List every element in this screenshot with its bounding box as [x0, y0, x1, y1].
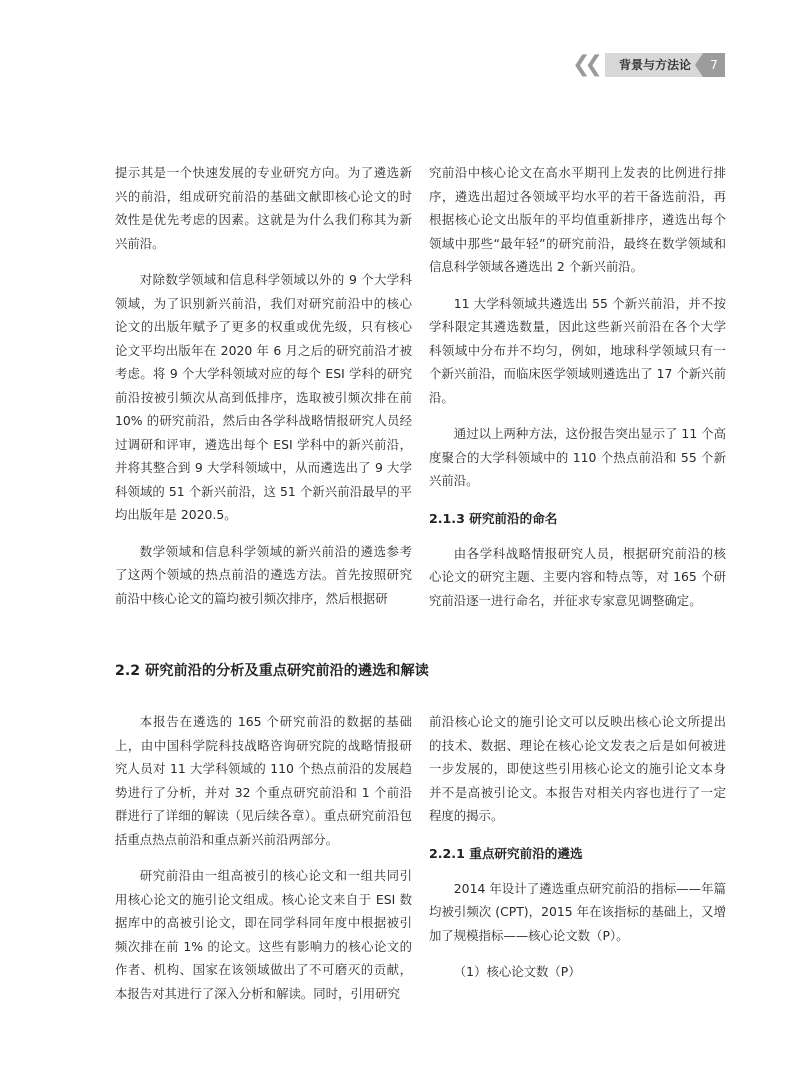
bottom-left-column [115, 710, 412, 1005]
running-header [572, 53, 725, 77]
top-right-column [429, 161, 726, 612]
paragraph: 2014 年设计了遴选重点研究前沿的指标——年篇均被引频次 (CPT)，2015 年在该指标的基础上，又增加了规模指标——核心论文数（P）。 [429, 880, 726, 943]
paragraph: 前沿核心论文的施引论文可以反映出核心论文所提出的技术、数据、理论在核心论文发表之后是如何被进一步发展的，即使这些引用核心论文的施引论文本身并不是高被引论文。本报告对相关内容也进行了一定程度的揭示。 [429, 714, 726, 823]
double-chevron-left-icon: ❮❮ [572, 52, 597, 77]
paragraph: 本报告在遴选的 165 个研究前沿的数据的基础上，由中国科学院科技战略咨询研究院的战略情报研究人员对 11 大学科领域的 110 个热点前沿的发展趋势进行了分析，并对 32 个重点研究前沿和 1 个前沿群进行了详细的解读（见后续各章）。重点研究前沿包括重点热点前沿和重点新兴前沿两部分。 [115, 714, 412, 847]
paragraph: 11 大学科领域共遴选出 55 个新兴前沿，并不按学科限定其遴选数量，因此这些新兴前沿在各个大学科领域中分布并不均匀，例如，地球科学领域只有一个新兴前沿，而临床医学领域则遴选出了 17 个新兴前沿。 [429, 295, 726, 405]
bottom-right-column [429, 710, 726, 984]
paragraph: 对除数学领域和信息科学领域以外的 9 个大学科领域，为了识别新兴前沿，我们对研究前沿中的核心论文的出版年赋予了更多的权重或优先级，只有核心论文平均出版年在 2020 年 6 月之后的研究前沿才被考虑。将 9 个大学科领域对应的每个 ESI 学科的研究前沿按被引频次从高到低排序，选取被引频次排在前 10% 的研究前沿，然后由各学科战略情报研究人员经过调研和评审，遴选出每个 ESI 学科中的新兴前沿，并将其整合到 9 大学科领域中，从而遴选出了 9 大学科领域的 51 个新兴前沿，这 51 个新兴前沿最早的平均出版年是 2020.5。 [115, 272, 412, 522]
paragraph: 数学领域和信息科学领域的新兴前沿的遴选参考了这两个领域的热点前沿的遴选方法。首先按照研究前沿中核心论文的篇均被引频次排序，然后根据研 [115, 543, 412, 606]
paragraph: 通过以上两种方法，这份报告突出显示了 11 个高度聚合的大学科领域中的 110 个热点前沿和 55 个新兴前沿。 [429, 426, 726, 488]
paragraph: 究前沿中核心论文在高水平期刊上发表的比例进行排序，遴选出超过各领域平均水平的若干备选前沿，再根据核心论文出版年的平均值重新排序，遴选出每个领域中那些“最年轻”的研究前沿，最终在数学领域和信息科学领域各遴选出 2 个新兴前沿。 [429, 165, 726, 274]
subsection-heading: 2.2.1 重点研究前沿的遴选 [429, 845, 583, 861]
page-number: 7 [703, 53, 725, 77]
paragraph: 研究前沿由一组高被引的核心论文和一组共同引用核心论文的施引论文组成。核心论文来自于 ESI 数据库中的高被引论文，即在同学科同年度中根据被引频次排在前 1% 的论文。这些有影响力的核心论文的作者、机构、国家在该领域做出了不可磨灭的贡献，本报告对其进行了深入分析和解读。同时，引用研究 [115, 868, 412, 1001]
subsection-heading: 2.1.3 研究前沿的命名 [429, 510, 558, 526]
section-heading: 2.2 研究前沿的分析及重点研究前沿的遴选和解读 [115, 663, 429, 679]
running-header-section: 背景与方法论 [605, 53, 703, 77]
paragraph: 提示其是一个快速发展的专业研究方向。为了遴选新兴的前沿，组成研究前沿的基础文献即核心论文的时效性是优先考虑的因素。这就是为什么我们称其为新兴前沿。 [115, 165, 412, 251]
list-item: （1）核心论文数（P） [453, 964, 581, 979]
top-left-column [115, 161, 412, 610]
paragraph: 由各学科战略情报研究人员，根据研究前沿的核心论文的研究主题、主要内容和特点等，对 165 个研究前沿逐一进行命名，并征求专家意见调整确定。 [429, 545, 726, 608]
